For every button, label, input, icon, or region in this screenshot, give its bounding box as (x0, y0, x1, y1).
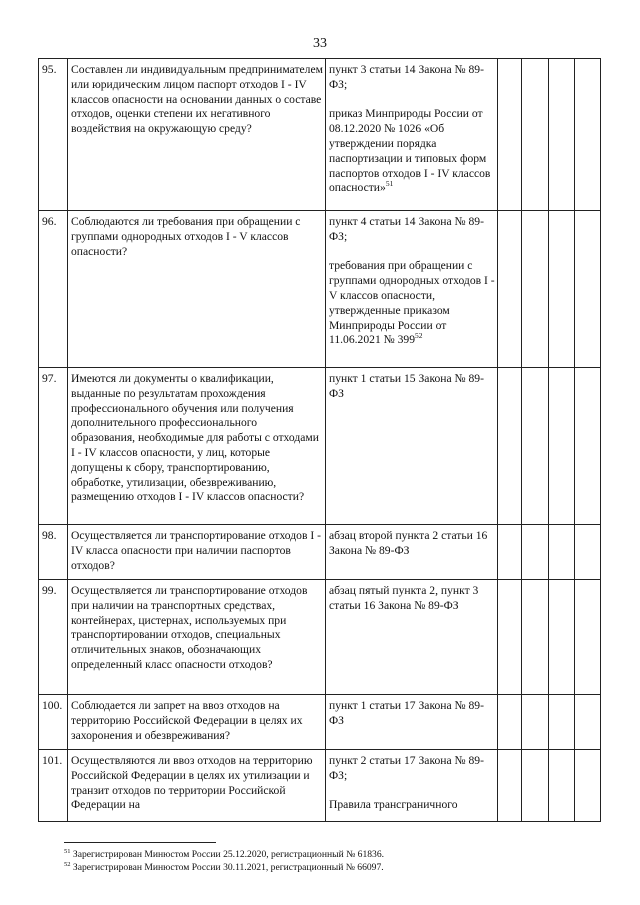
legal-reference (326, 59, 498, 211)
table-row (39, 59, 601, 211)
answer-cell-yes (498, 211, 522, 368)
answer-cell-na (549, 211, 575, 368)
table-row (39, 368, 601, 525)
footnote-mark: 51 (64, 847, 71, 855)
table-row (39, 525, 601, 580)
reference-line: абзац второй пункта 2 статьи 16 Закона № 89-ФЗ (329, 529, 488, 557)
notes-cell (575, 368, 601, 525)
notes-cell (575, 750, 601, 822)
footnote-mark: 52 (415, 331, 423, 341)
notes-cell (575, 580, 601, 695)
question-text: Имеются ли документы о квалификации, выданные по результатам прохождения профессионального обучения или получения дополнительного профессионального образования, необходимые для работы с отходами I - IV классов опасности, у лиц, которые допущены к сбору, транспортированию, обработке, утилизации, обезвреживанию, размещению отходов I - IV классов опасности? (68, 368, 326, 525)
table-row (39, 211, 601, 368)
reference-line: абзац пятый пункта 2, пункт 3 статьи 16 Закона № 89-ФЗ (329, 584, 479, 612)
notes-cell (575, 695, 601, 750)
answer-cell-na (549, 525, 575, 580)
answer-cell-yes (498, 750, 522, 822)
question-text: Осуществляются ли ввоз отходов на территорию Российской Федерации в целях их утилизации и транзит отходов по территории Российской Федерации на (68, 750, 326, 822)
footnote-divider (64, 842, 216, 843)
notes-cell (575, 525, 601, 580)
legal-reference (326, 695, 498, 750)
legal-reference (326, 580, 498, 695)
table-row (39, 750, 601, 822)
table-row (39, 695, 601, 750)
table-row (39, 580, 601, 695)
answer-cell-no (522, 695, 549, 750)
footnote (64, 848, 604, 861)
footnote-mark: 52 (64, 860, 71, 868)
answer-cell-no (522, 59, 549, 211)
answer-cell-yes (498, 59, 522, 211)
page-number: 33 (313, 36, 327, 51)
legal-reference (326, 525, 498, 580)
row-number: 95. (39, 59, 68, 211)
answer-cell-na (549, 580, 575, 695)
legal-reference (326, 368, 498, 525)
reference-line: пункт 2 статьи 17 Закона № 89-ФЗ; (329, 754, 484, 782)
notes-cell (575, 211, 601, 368)
legal-reference (326, 750, 498, 822)
question-text: Осуществляется ли транспортирование отходов при наличии на транспортных средствах, контейнерах, цистернах, используемых при транспортировании отходов, специальных отличительных знаков, обозначающих определенный класс опасности отходов? (68, 580, 326, 695)
answer-cell-na (549, 59, 575, 211)
row-number: 101. (39, 750, 68, 822)
reference-line: приказ Минприроды России от 08.12.2020 № 1026 «Об утверждении порядка паспортизации и типовых форм паспортов отходов I - IV классов опасности»$^{51}$ (329, 107, 491, 195)
question-text: Соблюдается ли запрет на ввоз отходов на территорию Российской Федерации в целях их захоронения и обезвреживания? (68, 695, 326, 750)
answer-cell-no (522, 211, 549, 368)
reference-line: пункт 3 статьи 14 Закона № 89-ФЗ; (329, 63, 484, 91)
checklist-table (38, 58, 601, 822)
footnote-text: Зарегистрирован Минюстом России 25.12.2020, регистрационный № 61836. (72, 849, 385, 860)
answer-cell-na (549, 695, 575, 750)
row-number: 96. (39, 211, 68, 368)
answer-cell-yes (498, 580, 522, 695)
answer-cell-na (549, 368, 575, 525)
footnote (64, 861, 604, 874)
answer-cell-no (522, 580, 549, 695)
row-number: 100. (39, 695, 68, 750)
legal-reference (326, 211, 498, 368)
answer-cell-no (522, 525, 549, 580)
footnote-text: Зарегистрирован Минюстом России 30.11.2021, регистрационный № 66097. (72, 862, 384, 873)
footnote-mark: 51 (385, 179, 394, 189)
row-number: 99. (39, 580, 68, 695)
row-number: 98. (39, 525, 68, 580)
question-text: Соблюдаются ли требования при обращении с группами однородных отходов I - V классов опасности? (68, 211, 326, 368)
row-number: 97. (39, 368, 68, 525)
answer-cell-yes (498, 368, 522, 525)
question-text: Осуществляется ли транспортирование отходов I - IV класса опасности при наличии паспортов отходов? (68, 525, 326, 580)
reference-line: пункт 4 статьи 14 Закона № 89-ФЗ; (329, 215, 484, 243)
question-text: Составлен ли индивидуальным предпринимателем или юридическим лицом паспорт отходов I - IV классов опасности на основании данных о составе отходов, оценки степени их негативного воздействия на окружающую среду? (68, 59, 326, 211)
reference-line: пункт 1 статьи 17 Закона № 89-ФЗ (329, 699, 484, 727)
answer-cell-no (522, 368, 549, 525)
reference-line: пункт 1 статьи 15 Закона № 89-ФЗ (329, 372, 484, 400)
answer-cell-no (522, 750, 549, 822)
reference-line: Правила трансграничного (329, 798, 458, 812)
answer-cell-yes (498, 695, 522, 750)
answer-cell-na (549, 750, 575, 822)
notes-cell (575, 59, 601, 211)
footnotes (64, 848, 604, 874)
answer-cell-yes (498, 525, 522, 580)
reference-line: требования при обращении с группами однородных отходов I - V классов опасности, утвержденные приказом Минприроды России от 11.06.2021 № $399^{52}$ (329, 259, 495, 347)
